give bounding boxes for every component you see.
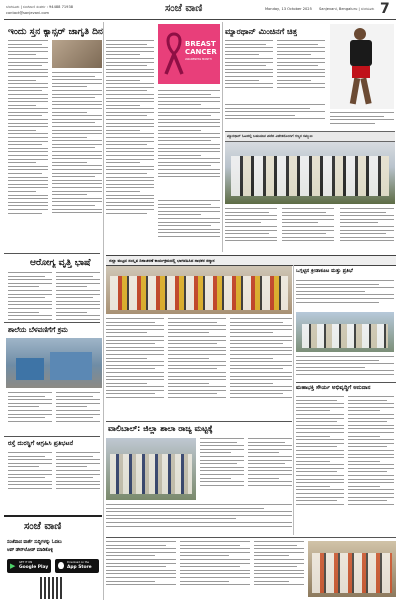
- breast-cancer-ad: [158, 24, 220, 84]
- col-divider-3: [293, 265, 294, 535]
- volleyball-col3: [106, 504, 292, 534]
- masthead-text: ಸಂಜೆ ವಾಣಿ: [165, 3, 203, 14]
- cancer-day-headline: ಇಂದು ಸ್ತನ ಕ್ಯಾನ್ಸರ್ ಜಾಗೃತಿ ದಿನ: [8, 27, 103, 37]
- ad-title-line2: CANCER: [185, 48, 217, 56]
- bottom-col3: [254, 541, 304, 597]
- cancer-article-photo: [52, 40, 102, 68]
- ad-subtitle: AWARENESS MONTH: [185, 58, 212, 61]
- unity-col-b: [296, 356, 394, 380]
- google-play-small: GET IT ON: [19, 561, 33, 564]
- maha-headline: ಮಹಾಭಕ್ತಿ ಸೌರ್ಯ ಅಭಿವೃದ್ಧಿಗೆ ಅನುದಾನ: [296, 385, 371, 391]
- marathon-strip: [225, 131, 395, 142]
- volleyball-col2: [248, 438, 292, 500]
- header-rule: [4, 19, 396, 20]
- header-contact: [6, 5, 126, 15]
- cancer-article-col2: [52, 72, 102, 250]
- google-play-button[interactable]: [7, 559, 51, 573]
- school-headline: ಶಾಲೆಯ ಬೆಳವಣಿಗೆಗೆ ಕ್ರಮ: [8, 326, 68, 334]
- event-col2: [168, 318, 226, 418]
- marathon-strip-text: ಮ್ಯಾರಥಾನ್ ಓಟದಲ್ಲಿ ಬಹುಮಾನ ಪಡೆದ ವಿಜೇತರೊಂದಿಗೆ ಗಣ್ಯರ ಸಮ್ಮುಖ: [227, 134, 313, 138]
- bottom-col2: [180, 541, 250, 597]
- volleyball-team-photo: [106, 438, 196, 500]
- cancer-article-col3: [106, 40, 154, 250]
- maha-col2: [348, 396, 394, 534]
- app-promo: [4, 515, 102, 601]
- road-col1: [8, 452, 52, 502]
- header-contact-line1: ಬೆಂಗಳೂರು | ಸಂಜೆವಾಣಿ ಸಂಪರ್ಕ : 94488 71938: [6, 5, 74, 9]
- app-store-label: App Store: [67, 565, 92, 570]
- volleyball-headline: ವಾಲಿಬಾಲ್: ಜಿಲ್ಲಾ ಶಾಲಾ ರಾಜ್ಯ ಮಟ್ಟಕ್ಕೆ: [108, 424, 213, 433]
- qr-code: [40, 577, 62, 599]
- col-divider-2: [222, 22, 223, 252]
- maha-rule: [296, 382, 396, 383]
- bottom-rule: [106, 537, 396, 538]
- road-rule: [4, 436, 100, 437]
- marathon-col1: [225, 40, 273, 100]
- event-col3: [230, 318, 292, 418]
- marathon-group-photo: [225, 142, 395, 204]
- app-promo-line1: ಸಂಜೆವಾಣಿ ವಾರ್ತೆ ಸುದ್ದಿಗಳನ್ನು ಓದಲು: [7, 540, 62, 545]
- right-mid-col3: [340, 208, 394, 252]
- bottom-event-photo: [308, 541, 396, 597]
- health-col1: [8, 272, 52, 334]
- apple-icon: [58, 562, 64, 569]
- maha-col1: [296, 396, 344, 534]
- bottom-col1: [106, 541, 176, 597]
- health-headline: ಆರೋಗ್ಯ ವೃತ್ತಿ ಭಾಷೆ: [30, 258, 91, 268]
- health-col2: [56, 272, 100, 334]
- event-group-photo: [106, 266, 292, 314]
- app-promo-brand: ಸಂಜೆ ವಾಣಿ: [24, 521, 62, 532]
- app-promo-line2: ಆಪ್ ಡೌನ್‌ಲೋಡ್ ಮಾಡಿಕೊಳ್ಳಿ: [7, 548, 53, 553]
- right-mid-col1: [225, 208, 277, 252]
- middle-article-col: [158, 90, 220, 198]
- marathon-col3: [225, 104, 325, 124]
- masthead: [165, 3, 202, 14]
- volleyball-rule: [106, 421, 292, 422]
- event-col1: [106, 318, 164, 418]
- road-headline: ರಸ್ತೆ ದುರಸ್ಥಿಗೆ ಆಗ್ರಹಿಸಿ ಪ್ರತಿಭಟನೆ: [8, 440, 74, 447]
- right-mid-col2: [282, 208, 334, 252]
- school-col2: [56, 392, 100, 432]
- road-col2: [56, 452, 100, 502]
- edition-line: Sanjevani, Bengaluru | ಬೆಂಗಳೂರು: [319, 7, 375, 11]
- middle-article-col-b: [158, 200, 220, 250]
- app-store-button[interactable]: [55, 559, 99, 573]
- header-contact-email: contact@sanjevani.com: [6, 11, 50, 15]
- google-play-label: Google Play: [19, 565, 49, 570]
- event-banner: [106, 255, 396, 266]
- unity-photo: [296, 312, 394, 352]
- marathon-col2: [277, 40, 325, 100]
- header-date: [265, 7, 374, 11]
- app-store-small: Download on the: [67, 561, 90, 564]
- date-line: Monday, 13 October 2025: [265, 7, 312, 11]
- ad-title-line1: BREAST: [185, 40, 216, 48]
- runner-photo: [330, 24, 394, 109]
- cancer-article-col1: [8, 40, 48, 250]
- col-divider-1: [103, 22, 104, 600]
- volleyball-col1: [200, 438, 244, 500]
- health-rule: [4, 253, 100, 254]
- pink-ribbon-icon: [162, 32, 186, 76]
- google-play-icon: ▶: [10, 562, 16, 570]
- school-col1: [8, 392, 52, 432]
- unity-col: [296, 280, 394, 308]
- school-rule: [4, 322, 100, 323]
- school-building-photo: [6, 338, 102, 388]
- page-number: 7: [380, 1, 390, 17]
- marathon-col4: [330, 112, 394, 130]
- marathon-headline: ಮ್ಯಾರಥಾನ್ ಮಿಂಚಿನಗೆ ಚಿತ್ತ: [225, 27, 298, 36]
- event-banner-text: ಜಿಲ್ಲಾ ಮಟ್ಟದ ಸಂಸ್ಕೃತ ದಿನಾಚರಣೆ ಕಾರ್ಯಕ್ರಮದಲ್ಲಿ ಭಾಗವಹಿಸಿದ ಸಾಧಕರ ಸನ್ಮಾನ: [109, 258, 215, 263]
- unity-headline: ಒಗ್ಗಟ್ಟಿನ ಕ್ರೀಡಾಕೂಟ ಮತ್ತು ಪ್ರತಿಭೆ: [296, 268, 353, 274]
